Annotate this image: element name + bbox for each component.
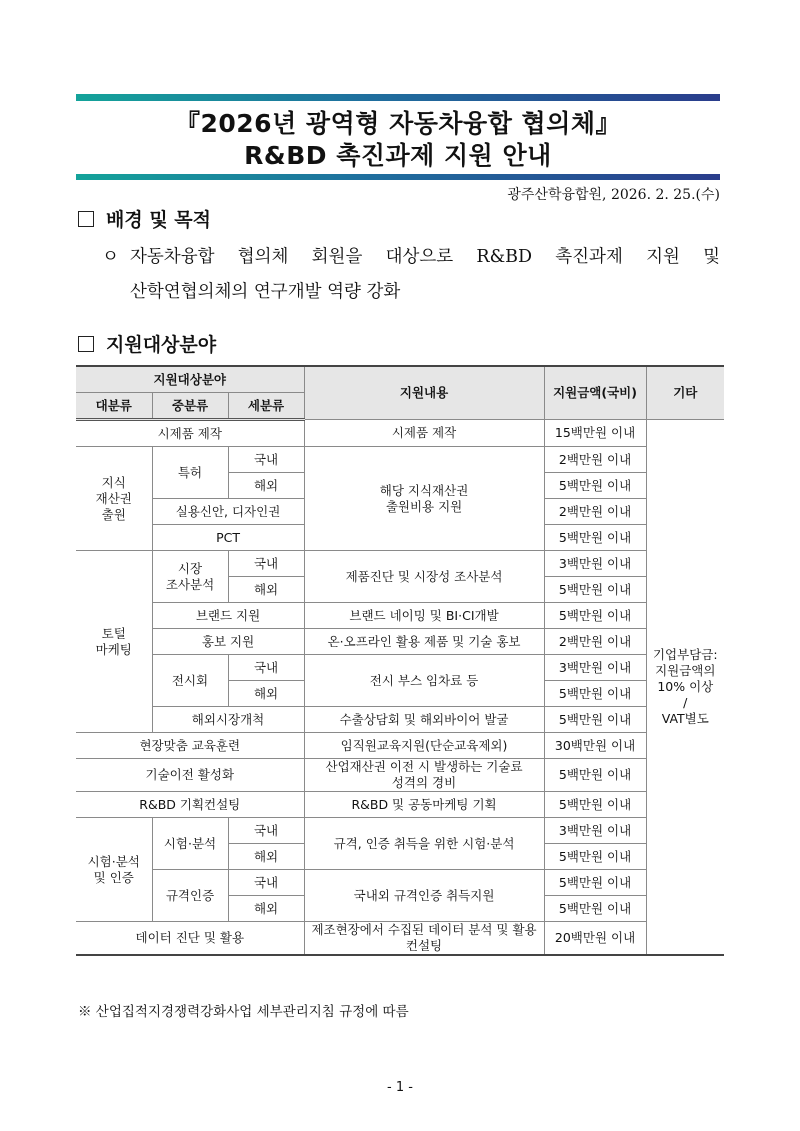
minor-category-cell: 국내 [228, 551, 304, 577]
middle-category-cell: 브랜드 지원 [152, 603, 304, 629]
minor-category-cell: 해외 [228, 681, 304, 707]
content-cell: 해당 지식재산권 출원비용 지원 [304, 447, 544, 551]
page-number: - 1 - [387, 1080, 413, 1095]
middle-category-cell: 규격인증 [152, 870, 228, 922]
content-cell: 온·오프라인 활용 제품 및 기술 홍보 [304, 629, 544, 655]
minor-category-cell: 국내 [228, 818, 304, 844]
amount-cell: 5백만원 이내 [544, 681, 646, 707]
document-date: 광주산학융합원, 2026. 2. 25.(수) [507, 187, 720, 203]
header-content: 지원내용 [304, 366, 544, 420]
amount-cell: 5백만원 이내 [544, 603, 646, 629]
table-row [76, 818, 724, 844]
footnote: ※ 산업집적지경쟁력강화사업 세부관리지침 규정에 따름 [78, 1004, 409, 1020]
header-major: 대분류 [76, 393, 152, 420]
amount-cell: 5백만원 이내 [544, 707, 646, 733]
category-cell: R&BD 기획컨설팅 [76, 792, 304, 818]
middle-category-cell: PCT [152, 525, 304, 551]
amount-cell: 5백만원 이내 [544, 473, 646, 499]
amount-cell: 5백만원 이내 [544, 896, 646, 922]
square-bullet-icon [78, 211, 94, 227]
middle-category-cell: 전시회 [152, 655, 228, 707]
bottom-accent-bar [76, 174, 720, 180]
minor-category-cell: 해외 [228, 896, 304, 922]
content-cell: 전시 부스 임차료 등 [304, 655, 544, 707]
amount-cell: 5백만원 이내 [544, 870, 646, 896]
category-cell: 시제품 제작 [76, 420, 304, 447]
square-bullet-icon [78, 336, 94, 352]
header-amount: 지원금액(국비) [544, 366, 646, 420]
paragraph-line: 산학연협의체의 연구개발 역량 강화 [130, 282, 401, 302]
etc-cell: 기업부담금: 지원금액의 10% 이상 / VAT별도 [646, 420, 724, 956]
table-row [76, 655, 724, 681]
content-cell: R&BD 및 공동마케팅 기획 [304, 792, 544, 818]
content-cell: 제조현장에서 수집된 데이터 분석 및 활용 컨설팅 [304, 922, 544, 956]
table-row [76, 733, 724, 759]
support-table [76, 365, 724, 956]
content-cell: 규격, 인증 취득을 위한 시험·분석 [304, 818, 544, 870]
category-cell: 데이터 진단 및 활용 [76, 922, 304, 956]
table-row [76, 870, 724, 896]
table-row [76, 603, 724, 629]
middle-category-cell: 해외시장개척 [152, 707, 304, 733]
minor-category-cell: 해외 [228, 473, 304, 499]
content-cell: 브랜드 네이밍 및 BI·CI개발 [304, 603, 544, 629]
category-cell: 기술이전 활성화 [76, 759, 304, 792]
document-title-line1: 『2026년 광역형 자동차융합 협의체』 [175, 109, 621, 138]
amount-cell: 5백만원 이내 [544, 525, 646, 551]
major-category-cell: 토털 마케팅 [76, 551, 152, 733]
amount-cell: 20백만원 이내 [544, 922, 646, 956]
category-cell: 현장맞춤 교육훈련 [76, 733, 304, 759]
amount-cell: 5백만원 이내 [544, 759, 646, 792]
content-cell: 산업재산권 이전 시 발생하는 기술료 성격의 경비 [304, 759, 544, 792]
table-row [76, 792, 724, 818]
minor-category-cell: 국내 [228, 655, 304, 681]
amount-cell: 15백만원 이내 [544, 420, 646, 447]
minor-category-cell: 국내 [228, 447, 304, 473]
amount-cell: 2백만원 이내 [544, 447, 646, 473]
table-row [76, 447, 724, 473]
table-row [76, 420, 724, 447]
header-target: 지원대상분야 [76, 366, 304, 393]
minor-category-cell: 해외 [228, 844, 304, 870]
amount-cell: 5백만원 이내 [544, 792, 646, 818]
section-heading-support [78, 330, 216, 357]
middle-category-cell: 시험·분석 [152, 818, 228, 870]
amount-cell: 3백만원 이내 [544, 818, 646, 844]
content-cell: 수출상담회 및 해외바이어 발굴 [304, 707, 544, 733]
minor-category-cell: 국내 [228, 870, 304, 896]
minor-category-cell: 해외 [228, 577, 304, 603]
content-cell: 시제품 제작 [304, 420, 544, 447]
table-row [76, 922, 724, 956]
amount-cell: 2백만원 이내 [544, 499, 646, 525]
amount-cell: 5백만원 이내 [544, 844, 646, 870]
section-heading-text: 배경 및 목적 [106, 209, 211, 231]
middle-category-cell: 특허 [152, 447, 228, 499]
middle-category-cell: 시장 조사분석 [152, 551, 228, 603]
paragraph-text: 자동차융합 협의체 회원을 대상으로 R&BD 촉진과제 지원 및 [130, 247, 720, 267]
middle-category-cell: 홍보 지원 [152, 629, 304, 655]
major-category-cell: 시험·분석 및 인증 [76, 818, 152, 922]
section-heading-text: 지원대상분야 [106, 334, 217, 356]
paragraph-line [102, 240, 720, 275]
table-row [76, 759, 724, 792]
background-paragraph [102, 240, 720, 310]
major-category-cell: 지식 재산권 출원 [76, 447, 152, 551]
document-title-line2: R&BD 촉진과제 지원 안내 [244, 141, 552, 170]
table-row [76, 629, 724, 655]
top-accent-bar [76, 94, 720, 101]
circle-bullet-icon: ㅇ [102, 247, 119, 267]
content-cell: 제품진단 및 시장성 조사분석 [304, 551, 544, 603]
amount-cell: 30백만원 이내 [544, 733, 646, 759]
content-cell: 국내외 규격인증 취득지원 [304, 870, 544, 922]
amount-cell: 2백만원 이내 [544, 629, 646, 655]
amount-cell: 5백만원 이내 [544, 577, 646, 603]
header-etc: 기타 [646, 366, 724, 420]
middle-category-cell: 실용신안, 디자인권 [152, 499, 304, 525]
amount-cell: 3백만원 이내 [544, 655, 646, 681]
content-cell: 임직원교육지원(단순교육제외) [304, 733, 544, 759]
header-middle: 중분류 [152, 393, 228, 420]
table-row [76, 551, 724, 577]
amount-cell: 3백만원 이내 [544, 551, 646, 577]
section-heading-background [78, 205, 211, 232]
header-minor: 세분류 [228, 393, 304, 420]
table-row [76, 707, 724, 733]
